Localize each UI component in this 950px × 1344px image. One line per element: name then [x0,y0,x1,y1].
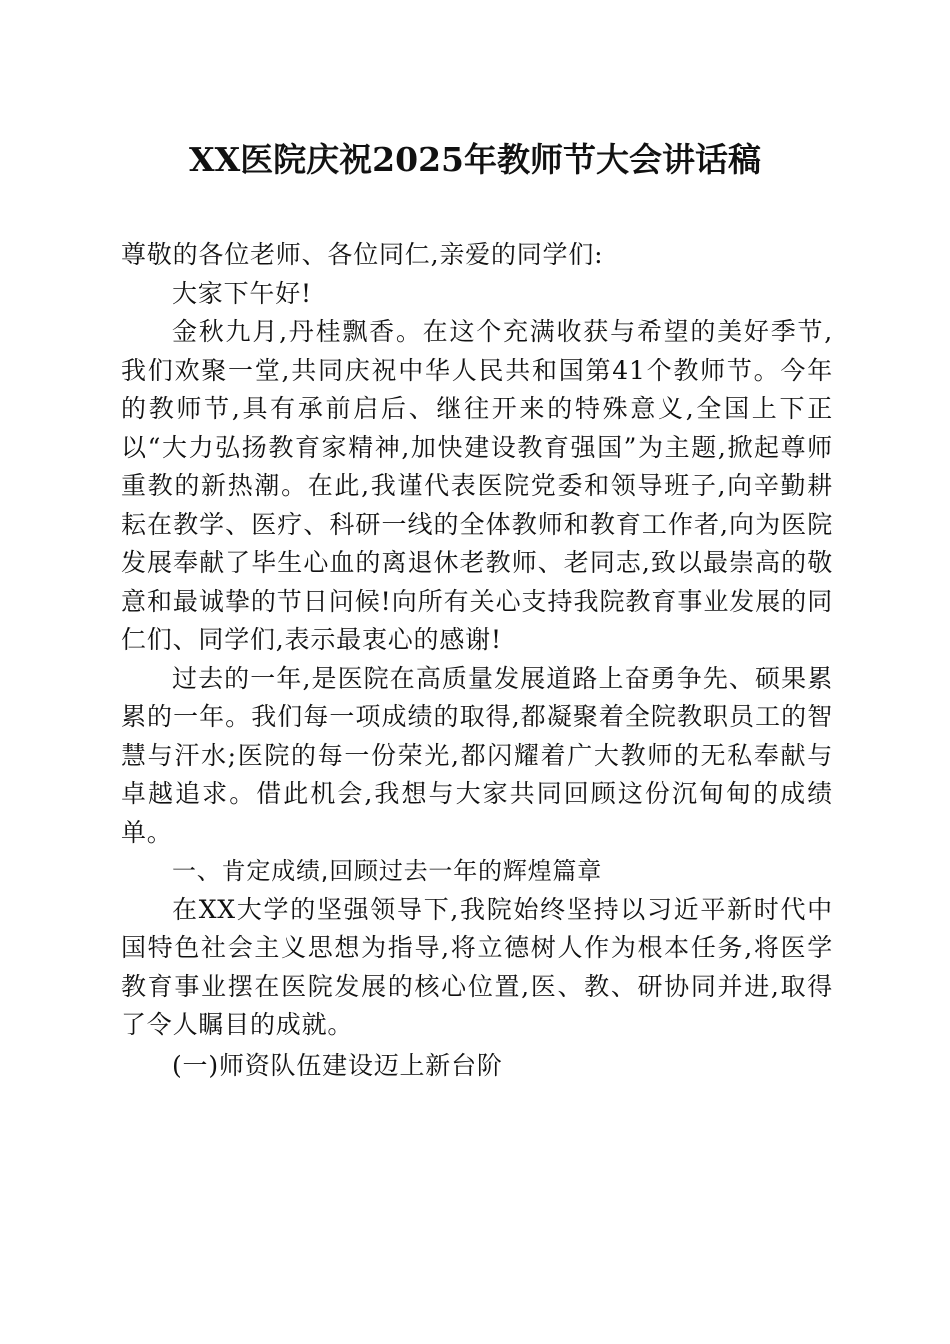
salutation: 尊敬的各位老师、各位同仁,亲爱的同学们: [121,240,604,269]
paragraph-review: 过去的一年,是医院在高质量发展道路上奋勇争先、硕果累累的一年。我们每一项成绩的取得,都凝聚着全院教职员工的智慧与汗水;医院的每一份荣光,都闪耀着广大教师的无私奉献与卓越追求。借此机会,我想与大家共同回顾这份沉甸甸的成绩单。 [121,663,833,847]
paragraph-opening: 金秋九月,丹桂飘香。在这个充满收获与希望的美好季节,我们欢聚一堂,共同庆祝中华人民共和国第41个教师节。今年的教师节,具有承前启后、继往开来的特殊意义,全国上下正以“大力弘扬教育家精神,加快建设教育强国”为主题,掀起尊师重教的新热潮。在此,我谨代表医院党委和领导班子,向辛勤耕耘在教学、医疗、科研一线的全体教师和教育工作者,向为医院发展奉献了毕生心血的离退休老教师、老同志,致以最崇高的敬意和最诚挚的节日问候!向所有关心支持我院教育事业发展的同仁们、同学们,表示最衷心的感谢! [121,317,833,654]
greeting: 大家下午好! [172,278,312,308]
document-body [121,236,833,1085]
section-heading: 一、肯定成绩,回顾过去一年的辉煌篇章 [172,857,603,885]
document-title: XX医院庆祝2025年教师节大会讲话稿 [188,140,762,179]
subsection-heading: (一)师资队伍建设迈上新台阶 [172,1050,503,1080]
section-paragraph: 在XX大学的坚强领导下,我院始终坚持以习近平新时代中国特色社会主义思想为指导,将立德树人作为根本任务,将医学教育事业摆在医院发展的核心位置,医、教、研协同并进,取得了令人瞩目的成就。 [121,894,833,1039]
